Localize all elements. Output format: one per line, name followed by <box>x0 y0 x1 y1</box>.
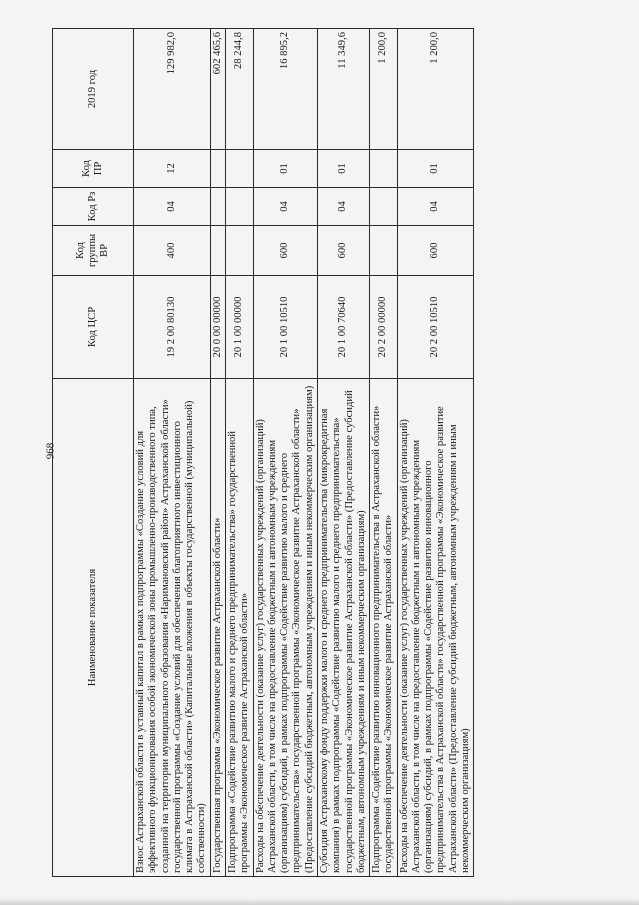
row-name-cell: Государственная программа «Экономическое развитие Астраханской области» <box>210 379 225 877</box>
row-pr-cell: 01 <box>397 150 474 188</box>
row-name-cell: Подпрограмма «Содействие развитию малого и среднего предпринимательства» государственной программы «Экономическое развитие Астраханской области» <box>225 379 253 877</box>
column-header-vr: Код группы ВР <box>53 226 134 276</box>
row-vr-cell <box>225 226 253 276</box>
row-pr-cell <box>210 150 225 188</box>
row-amount-cell: 16 895,2 <box>253 29 317 150</box>
table-row <box>370 29 398 877</box>
row-rz-cell <box>210 188 225 226</box>
table-body <box>134 29 474 877</box>
row-rz-cell: 04 <box>253 188 317 226</box>
row-amount-cell: 129 982,0 <box>134 29 211 150</box>
row-csr-cell: 20 2 00 10510 <box>397 276 474 379</box>
row-pr-cell <box>370 150 398 188</box>
row-name-cell: Подпрограмма «Содействие развитию инновационного предпринимательства в Астраханской области» государственной программы «Экономическое развитие Астраханской области» <box>370 379 398 877</box>
row-vr-cell <box>210 226 225 276</box>
row-pr-cell: 01 <box>253 150 317 188</box>
row-vr-cell: 600 <box>253 226 317 276</box>
column-header-2019: 2019 год <box>53 29 134 150</box>
row-name-cell: Расходы на обеспечение деятельности (оказание услуг) государственных учреждений (организаций) Астраханской области, в том числе на предоставление бюджетным и автономным учреждениям (организациям) субсидий, в рамках подпрограммы «Содействие развитию инновационного предпринимательства в Астраханской области» государственной программы «Экономическое развитие Астраханской области» (Предоставление субсидий бюджетным, автономным учреждениям и иным некоммерческим организациям) <box>397 379 474 877</box>
row-vr-cell: 400 <box>134 226 211 276</box>
row-rz-cell <box>225 188 253 226</box>
table-row <box>225 29 253 877</box>
table-row <box>317 29 369 877</box>
row-amount-cell: 28 244,8 <box>225 29 253 150</box>
row-vr-cell: 600 <box>317 226 369 276</box>
column-header-csr: Код ЦСР <box>53 276 134 379</box>
budget-table <box>52 28 474 877</box>
row-vr-cell: 600 <box>397 226 474 276</box>
column-header-name: Наименование показателя <box>53 379 134 877</box>
row-amount-cell: 602 465,6 <box>210 29 225 150</box>
column-header-pr: Код ПР <box>53 150 134 188</box>
row-name-cell: Расходы на обеспечение деятельности (оказание услуг) государственных учреждений (организаций) Астраханской области, в том числе на предоставление бюджетным и автономным учреждениям (организациям) субсидий, в рамках подпрограммы «Содействие развитию малого и среднего предпринимательства» государственной программы «Экономическое развитие Астраханской области» (Предоставление субсидий бюджетным, автономным учреждениям и иным некоммерческим организациям) <box>253 379 317 877</box>
row-name-cell: Субсидия Астраханскому фонду поддержки малого и среднего предпринимательства (микрокредитная компания) в рамках подпрограммы «Содействие развитию малого и среднего предпринимательства» государственной программы «Экономическое развитие Астраханской области» (Предоставление субсидий бюджетным, автономным учреждениям и иным некоммерческим организациям) <box>317 379 369 877</box>
row-rz-cell <box>370 188 398 226</box>
table-header-row <box>53 29 134 877</box>
scan-bottom-edge <box>0 898 639 905</box>
row-amount-cell: 1 200,0 <box>370 29 398 150</box>
table-row <box>397 29 474 877</box>
row-rz-cell: 04 <box>134 188 211 226</box>
row-csr-cell: 20 0 00 00000 <box>210 276 225 379</box>
row-amount-cell: 1 200,0 <box>397 29 474 150</box>
column-header-rz: Код Рз <box>53 188 134 226</box>
table-row <box>210 29 225 877</box>
row-rz-cell: 04 <box>397 188 474 226</box>
row-pr-cell: 12 <box>134 150 211 188</box>
row-csr-cell: 20 2 00 00000 <box>370 276 398 379</box>
page-number: 968 <box>44 442 57 460</box>
row-vr-cell <box>370 226 398 276</box>
row-rz-cell: 04 <box>317 188 369 226</box>
row-csr-cell: 20 1 00 00000 <box>225 276 253 379</box>
row-name-cell: Взнос Астраханской области в уставный капитал в рамках подпрограммы «Создание условий для эффективного функционирования особой экономической зоны промышленно-производственного типа, созданной на территории муниципального образования «Наримановский район» Астраханской области» государственной программы «Создание условий для обеспечения благоприятного инвестиционного климата в Астраханской области» (Капитальные вложения в объекты государственной (муниципальной) собственности) <box>134 379 211 877</box>
row-pr-cell: 01 <box>317 150 369 188</box>
table-row <box>134 29 211 877</box>
row-csr-cell: 19 2 00 80130 <box>134 276 211 379</box>
row-csr-cell: 20 1 00 10510 <box>253 276 317 379</box>
rotated-page <box>52 29 592 877</box>
row-csr-cell: 20 1 00 70640 <box>317 276 369 379</box>
row-pr-cell <box>225 150 253 188</box>
table-row <box>253 29 317 877</box>
row-amount-cell: 11 349,6 <box>317 29 369 150</box>
